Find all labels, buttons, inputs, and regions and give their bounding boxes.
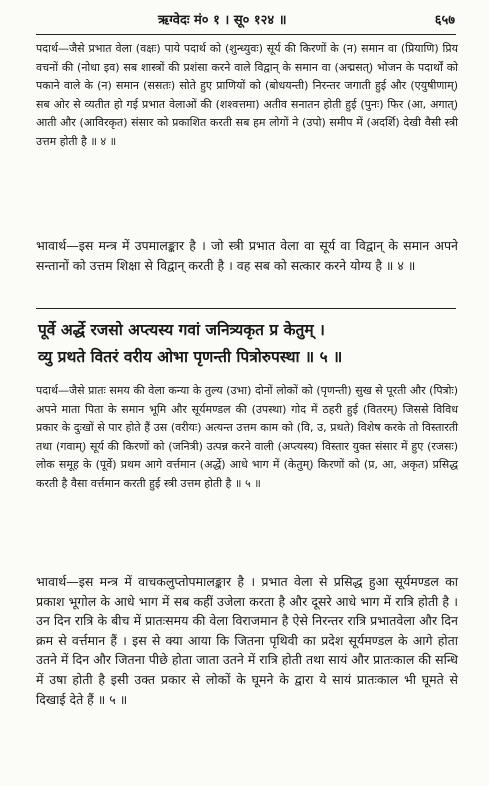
running-title: ऋग्वेदः मं० १ । सू० १२४ ॥ [158, 13, 287, 28]
page-header [0, 10, 489, 34]
mantra-verse [38, 316, 458, 370]
bhavartha-text-1: भावार्थ—इस मन्त्र में उपमालङ्कार है । जो स्त्री प्रभात वेला वा सूर्य वा विद्वान् के समान अपने सन्तानों को उत्तम शिक्षा से विद्वान् करती है । वह सब को सत्कार करने योग्य है ॥ ४ ॥ [36, 238, 458, 273]
header-rule [36, 34, 456, 35]
padartha-text-1: पदार्थ—जैसे प्रभात वेला (वक्षः) पाये पदार्थ को (शुन्ध्युवः) सूर्य की किरणों के (न) समान वा (प्रियाणि) प्रिय वचनों की (नोधा इव) सब शास्त्रों की प्रशंसा करने वाले विद्वान् के समान वा (अद्मसत्) भोजन के पदार्थों को पकाने वाले के (न) समान (ससतः) सोते हुए प्राणियों को (बोधयन्ती) निरन्तर जगाती हुई और (एयुषीणाम्) सब ओर से व्यतीत हो गई प्रभात वेलाओं की (शश्वत्तमा) अतीव सनातन होती हुई (पुनः) फिर (आ, अगात्) आती और (आविरकृत) संसार को प्रकाशित करती सब हम लोगों ने (उपो) समीप में (अदर्शि) देखी वैसी स्त्री उत्तम होती है ॥ ४ ॥ [36, 42, 458, 148]
padartha-para-1 [36, 40, 458, 152]
bhavartha-text-2: भावार्थ—इस मन्त्र में वाचकलुप्तोपमालङ्कार है । प्रभात वेला से प्रसिद्ध हुआ सूर्यमण्डल का प्रकाश भूगोल के आधे भाग में सब कहीं उजेला करता है और दूसरे आधे भाग में रात्रि होती है । उन दिन रात्रि के बीच में प्रातःसमय की वेला विराजमान है ऐसे निरन्तर रात्रि प्रभातवेला और दिन क्रम से वर्त्तमान हैं । इस से क्या आया कि जितना पृथिवी का प्रदेश सूर्यमण्डल के आगे होता उतने में दिन और जितना पीछे होता जाता उतने में रात्रि होती तथा सायं और प्रातःकाल की सन्धि में उषा होती है इसी उक्त प्रकार से लोकों के घूमने के द्वारा ये सायं प्रातःकाल भी घूमते से दिखाई देते हैं ॥ ५ ॥ [36, 574, 458, 707]
padartha-text-2: पदार्थ—जैसे प्रातः समय की वेला कन्या के तुल्य (उभा) दोनों लोकों को (पृणन्ती) सुख से पूरती और (पित्रोः) अपने माता पिता के समान भूमि और सूर्यमण्डल की (उपस्था) गोद में ठहरी हुई (वितरम्) जिससे विविध प्रकार के दुःखों से पार होते हैं उस (वरीयः) अत्यन्त उत्तम काम को (वि, उ, प्रथते) विशेष करके तो विस्तारती तथा (गवाम्) सूर्य की किरणों को (जनित्री) उत्पन्न करने वाली (अप्त्यस्य) विस्तार युक्त संसार में हुए (रजसः) लोक समूह के (पूर्वे) प्रथम आगे वर्त्तमान (अर्द्धे) आधे भाग में (केतुम्) किरणों को (प्र, आ, अकृत) प्रसिद्ध करती है वैसा वर्त्तमान करती हुई स्त्री उत्तम होती है ॥ ५ ॥ [36, 384, 458, 490]
mantra-line-1: पूर्वे अर्द्धे रजसो अप्त्यस्य गवां जनित्र्यकृत प्र केतुम् । [38, 320, 325, 339]
section-rule [36, 308, 456, 309]
padartha-para-2 [36, 382, 458, 494]
page-number: ६५७ [434, 13, 455, 28]
bhavartha-para-2 [36, 572, 458, 709]
mantra-line-2: व्यु प्रथते वितरं वरीय ओभा पृणन्ती पित्रोरुपस्था ॥ ५ ॥ [38, 347, 343, 366]
bhavartha-para-1 [36, 236, 458, 275]
